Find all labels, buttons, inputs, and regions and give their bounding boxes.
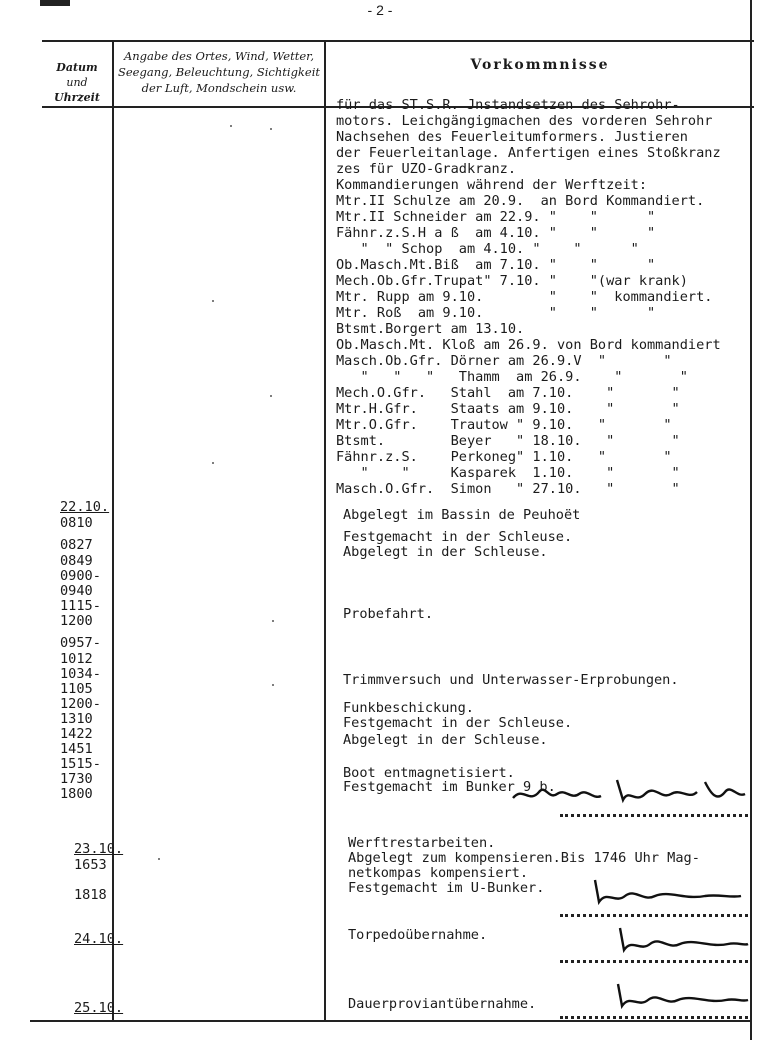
time-entry: 0810 bbox=[60, 515, 93, 531]
entry-line: " " Kasparek 1.10. " " bbox=[336, 465, 680, 481]
time-entry: 0827 bbox=[60, 537, 93, 553]
entry-line: Btsmt. Beyer " 18.10. " " bbox=[336, 433, 680, 449]
header-location-line-2: Seegang, Beleuchtung, Sichtigkeit bbox=[117, 65, 321, 79]
time-entry: 0849 bbox=[60, 553, 93, 569]
time-entry: 1818 bbox=[74, 887, 107, 903]
handwritten-signature bbox=[610, 924, 750, 956]
time-entry: 1451 bbox=[60, 741, 93, 757]
scan-speck bbox=[272, 684, 274, 686]
header-location-weather bbox=[116, 48, 322, 96]
entry-line: Mtr. Roß am 9.10. " " " bbox=[336, 305, 656, 321]
table-top-rule bbox=[42, 40, 754, 42]
entry-line: Mtr.II Schulze am 20.9. an Bord Kommandiert. bbox=[336, 193, 705, 209]
table-bottom-rule bbox=[30, 1020, 750, 1022]
entry-line: Fähnr.z.S.H a ß am 4.10. " " " bbox=[336, 225, 656, 241]
event-line: Boot entmagnetisiert. bbox=[343, 765, 515, 781]
event-line: Festgemacht in der Schleuse. bbox=[343, 715, 573, 731]
event-line: netkompas kompensiert. bbox=[348, 865, 529, 881]
time-entry: 1200- bbox=[60, 696, 101, 712]
scan-speck bbox=[272, 620, 274, 622]
scan-speck bbox=[212, 462, 214, 464]
entry-line: Kommandierungen während der Werftzeit: bbox=[336, 177, 647, 193]
entry-line: " " Schop am 4.10. " " " bbox=[336, 241, 639, 257]
entry-line: Mtr.H.Gfr. Staats am 9.10. " " bbox=[336, 401, 680, 417]
entry-line: Mtr.II Schneider am 22.9. " " " bbox=[336, 209, 656, 225]
handwritten-signature bbox=[608, 980, 750, 1014]
scan-speck bbox=[230, 125, 232, 127]
entry-line: Ob.Masch.Mt.Biß am 7.10. " " " bbox=[336, 257, 656, 273]
event-line: Dauerproviantübernahme. bbox=[348, 996, 537, 1012]
time-entry: 1115- bbox=[60, 598, 101, 614]
time-entry: 0940 bbox=[60, 583, 93, 599]
signature-dotted-line bbox=[560, 914, 748, 917]
entry-line: Mtr. Rupp am 9.10. " " kommandiert. bbox=[336, 289, 713, 305]
entry-line: Nachsehen des Feuerleitumformers. Justieren bbox=[336, 129, 688, 145]
time-entry: 0957- bbox=[60, 635, 101, 651]
event-line: Abgelegt zum kompensieren.Bis 1746 Uhr Mag- bbox=[348, 850, 700, 866]
signature-dotted-line bbox=[560, 960, 748, 963]
date-entry: 25.10. bbox=[74, 1000, 124, 1016]
event-line: Festgemacht in der Schleuse. bbox=[343, 529, 573, 545]
entry-line: Masch.Ob.Gfr. Dörner am 26.9.V " " bbox=[336, 353, 672, 369]
entry-line: für das ST.S.R. Jnstandsetzen des Sehrohr- bbox=[336, 97, 680, 113]
col-divider-2 bbox=[324, 40, 326, 1020]
event-line: Probefahrt. bbox=[343, 606, 434, 622]
scan-speck bbox=[270, 395, 272, 397]
time-entry: 1310 bbox=[60, 711, 93, 727]
entry-line: Mech.Ob.Gfr.Trupat" 7.10. " "(war krank) bbox=[336, 273, 688, 289]
event-line: Funkbeschickung. bbox=[343, 700, 474, 716]
col-divider-1 bbox=[112, 40, 114, 1020]
event-line: Abgelegt in der Schleuse. bbox=[343, 544, 548, 560]
time-entry: 1422 bbox=[60, 726, 93, 742]
header-and-label: und bbox=[66, 76, 88, 89]
time-entry: 1200 bbox=[60, 613, 93, 629]
handwritten-signature bbox=[505, 770, 750, 810]
event-line: Abgelegt in der Schleuse. bbox=[343, 732, 548, 748]
time-entry: 1730 bbox=[60, 771, 93, 787]
signature-dotted-line bbox=[560, 814, 748, 817]
scan-speck bbox=[212, 300, 214, 302]
time-entry: 1800 bbox=[60, 786, 93, 802]
event-line: Abgelegt im Bassin de Peuhoët bbox=[343, 507, 581, 523]
entry-line: Mtr.O.Gfr. Trautow " 9.10. " " bbox=[336, 417, 672, 433]
event-line: Torpedoübernahme. bbox=[348, 927, 488, 943]
time-entry: 1105 bbox=[60, 681, 93, 697]
event-line: Festgemacht im Bunker 9 b. bbox=[343, 779, 556, 795]
entry-line: der Feuerleitanlage. Anfertigen eines Stoßkranz bbox=[336, 145, 721, 161]
header-time-label: Uhrzeit bbox=[54, 91, 100, 104]
event-line: Festgemacht im U-Bunker. bbox=[348, 880, 545, 896]
handwritten-signature bbox=[585, 874, 745, 908]
header-location-line-3: der Luft, Mondschein usw. bbox=[141, 81, 297, 95]
event-line: Werftrestarbeiten. bbox=[348, 835, 496, 851]
header-date-label: Datum bbox=[56, 61, 98, 74]
entry-line: Fähnr.z.S. Perkoneg" 1.10. " " bbox=[336, 449, 672, 465]
header-date-time bbox=[44, 60, 110, 105]
date-entry: 24.10. bbox=[74, 931, 124, 947]
date-entry: 22.10. bbox=[60, 499, 110, 515]
page-number: - 2 - bbox=[367, 2, 393, 18]
scan-speck bbox=[270, 128, 272, 130]
header-incidents: Vorkommnisse bbox=[470, 57, 610, 73]
entry-line: Ob.Masch.Mt. Kloß am 26.9. von Bord kommandiert bbox=[336, 337, 721, 353]
entry-line: motors. Leichgängigmachen des vorderen Sehrohr bbox=[336, 113, 713, 129]
date-entry: 23.10. bbox=[74, 841, 124, 857]
time-entry: 1034- bbox=[60, 666, 101, 682]
entry-line: Masch.O.Gfr. Simon " 27.10. " " bbox=[336, 481, 680, 497]
event-line: Trimmversuch und Unterwasser-Erprobungen. bbox=[343, 672, 679, 688]
page-right-edge bbox=[750, 0, 752, 1040]
entry-line: " " " Thamm am 26.9. " " bbox=[336, 369, 688, 385]
header-location-line-1: Angabe des Ortes, Wind, Wetter, bbox=[123, 49, 315, 63]
time-entry: 1012 bbox=[60, 651, 93, 667]
entry-line: Mech.O.Gfr. Stahl am 7.10. " " bbox=[336, 385, 680, 401]
scan-speck bbox=[158, 858, 160, 860]
entry-line: zes für UZO-Gradkranz. bbox=[336, 161, 517, 177]
entry-line: Btsmt.Borgert am 13.10. bbox=[336, 321, 525, 337]
time-entry: 1653 bbox=[74, 857, 107, 873]
time-entry: 1515- bbox=[60, 756, 101, 772]
time-entry: 0900- bbox=[60, 568, 101, 584]
signature-dotted-line bbox=[560, 1016, 748, 1019]
